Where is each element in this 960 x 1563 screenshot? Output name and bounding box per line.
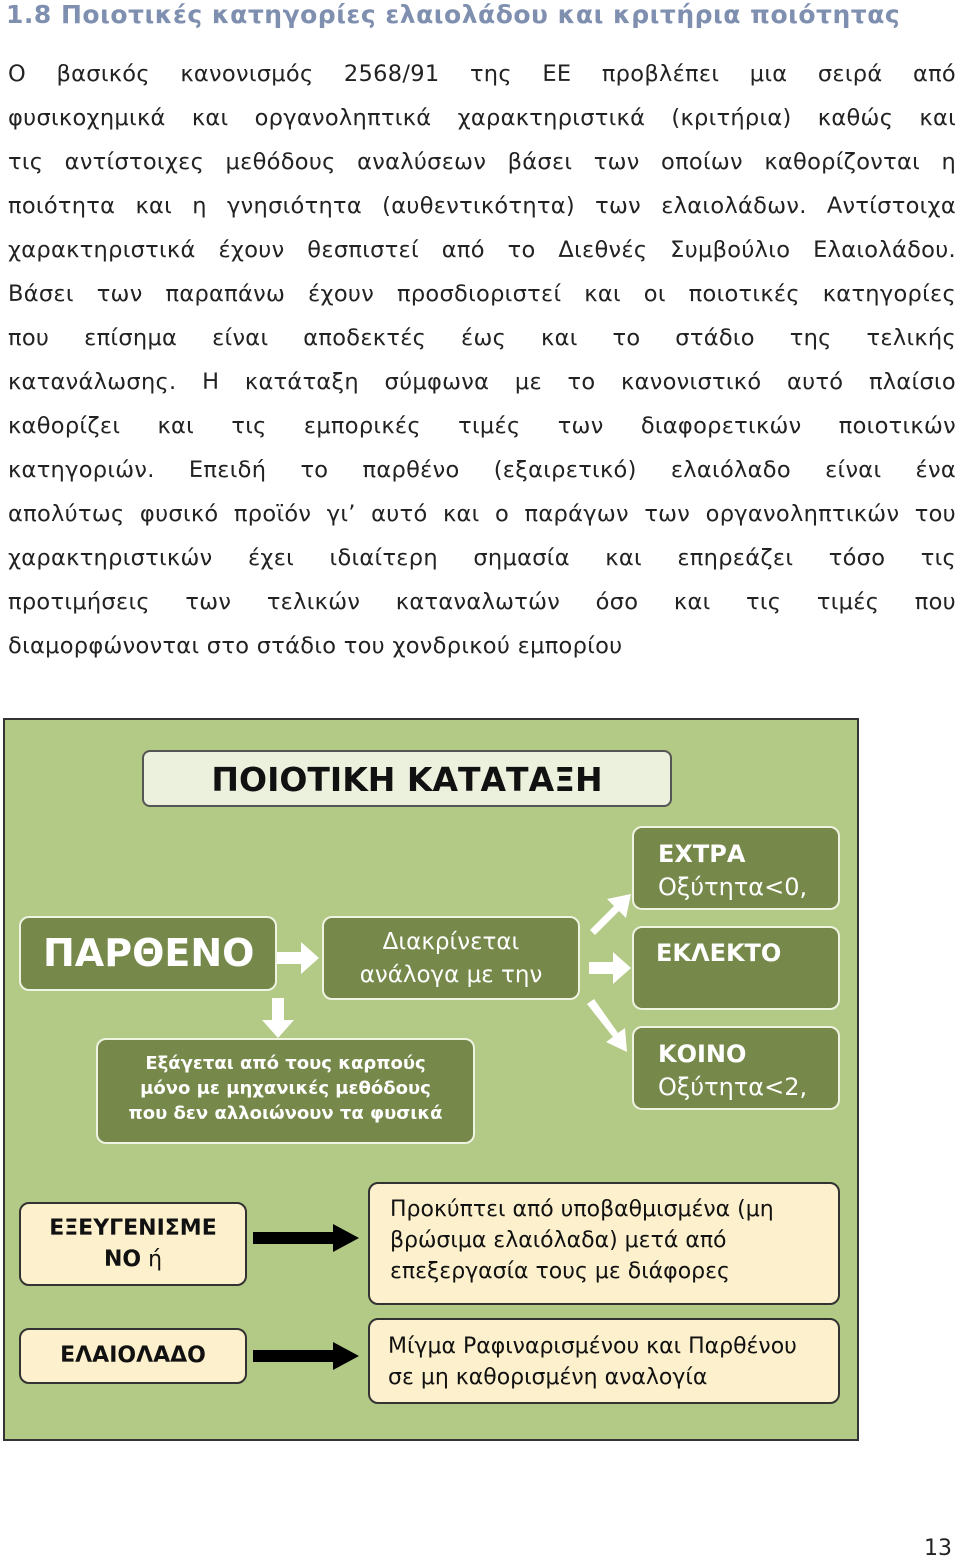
page-number: 13 [924,1536,952,1561]
migma-box [368,1318,840,1404]
eklekto-box [632,926,840,1010]
arrow-up-right-icon [587,890,635,938]
arrow-down-icon [262,998,294,1040]
paragraph-line: απολύτως φυσικό προϊόν γι’ αυτό και ο παράγων των οργανοληπτικών του [8,501,956,527]
parthenos-box: ΠΑΡΘΕΝΟ [19,916,277,991]
prokyptei-line: Προκύπτει από υποβαθμισμένα (μη [390,1197,774,1222]
paragraph-line: προτιμήσεις των τελικών καταναλωτών όσο και τις τιμές που [8,589,956,615]
exagetai-line: που δεν αλλοιώνουν τα φυσικά [128,1103,443,1124]
arrow-down-right-icon [585,996,633,1054]
prokyptei-line: βρώσιμα ελαιόλαδα) μετά από [390,1228,727,1253]
paragraph-line: που επίσημα είναι αποδεκτές έως και το στάδιο της τελικής [8,325,956,351]
eklekto-label: ΕΚΛΕΚΤΟ [656,939,782,967]
koino-box [632,1026,840,1110]
prokyptei-line: επεξεργασία τους με διάφορες [390,1259,730,1284]
exagetai-line: μόνο με μηχανικές μεθόδους [140,1078,431,1099]
arrow-right-icon [253,1342,361,1370]
diakrinetai-box [322,916,580,1000]
body-paragraph [8,52,956,668]
migma-line: σε μη καθορισμένη αναλογία [388,1365,708,1390]
paragraph-line: ποιότητα και η γνησιότητα (αυθεντικότητα) των ελαιολάδων. Αντίστοιχα [8,193,956,219]
paragraph-line: χαρακτηριστικών έχει ιδιαίτερη σημασία και επηρεάζει τόσο τις [8,545,956,571]
exeugenismeno-box [19,1202,247,1286]
paragraph-line: φυσικοχημικά και οργανοληπτικά χαρακτηριστικά (κριτήρια) καθώς και [8,105,956,131]
extra-label: ΕΧΤΡΑ [658,840,746,868]
paragraph-line: χαρακτηριστικά έχουν θεσπιστεί από το Διεθνές Συμβούλιο Ελαιολάδου. [8,237,956,263]
paragraph-line: κατανάλωσης. Η κατάταξη σύμφωνα με το κανονιστικό αυτό πλαίσιο [8,369,956,395]
migma-line: Μίγμα Ραφιναρισμένου και Παρθένου [388,1334,797,1359]
paragraph-line: Βάσει των παραπάνω έχουν προσδιοριστεί και οι ποιοτικές κατηγορίες [8,281,956,307]
paragraph-line: καθορίζει και τις εμπορικές τιμές των διαφορετικών ποιοτικών [8,413,956,439]
arrow-right-icon [277,942,321,974]
arrow-right-icon [589,952,633,984]
exagetai-line: Εξάγεται από τους καρπούς [145,1053,426,1074]
exeugenismeno-line-2 [21,1244,245,1275]
extra-box [632,826,840,910]
elaiolado-box: ΕΛΑΙΟΛΑΔΟ [19,1328,247,1384]
section-heading: 1.8 Ποιοτικές κατηγορίες ελαιολάδου και κριτήρια ποιότητας [6,0,901,29]
prokyptei-box [368,1182,840,1305]
koino-label: ΚΟΙΝΟ [658,1040,747,1068]
paragraph-line: Ο βασικός κανονισμός 2568/91 της ΕΕ προβλέπει μια σειρά από [8,61,956,87]
paragraph-line: διαμορφώνονται στο στάδιο του χονδρικού εμπορίου [8,633,623,659]
diagram-title: ΠΟΙΟΤΙΚΗ ΚΑΤΑΤΑΞΗ [142,750,672,807]
diakrinetai-line: ανάλογα με την [359,962,543,988]
quality-classification-diagram [3,718,859,1441]
koino-acidity: Οξύτητα<2, [658,1073,808,1101]
diakrinetai-line: Διακρίνεται [382,929,520,955]
paragraph-line: κατηγοριών. Επειδή το παρθένο (εξαιρετικό) ελαιόλαδο είναι ένα [8,457,956,483]
exagetai-box [96,1038,475,1144]
or-label: ή [141,1247,163,1272]
extra-acidity: Οξύτητα<0, [658,873,808,901]
exeugenismeno-line: ΕΞΕΥΓΕΝΙΣΜΕ [49,1216,217,1241]
arrow-right-icon [253,1224,361,1252]
paragraph-line: τις αντίστοιχες μεθόδους αναλύσεων βάσει των οποίων καθορίζονται η [8,149,956,175]
exeugenismeno-line: ΝΟ [103,1247,142,1272]
